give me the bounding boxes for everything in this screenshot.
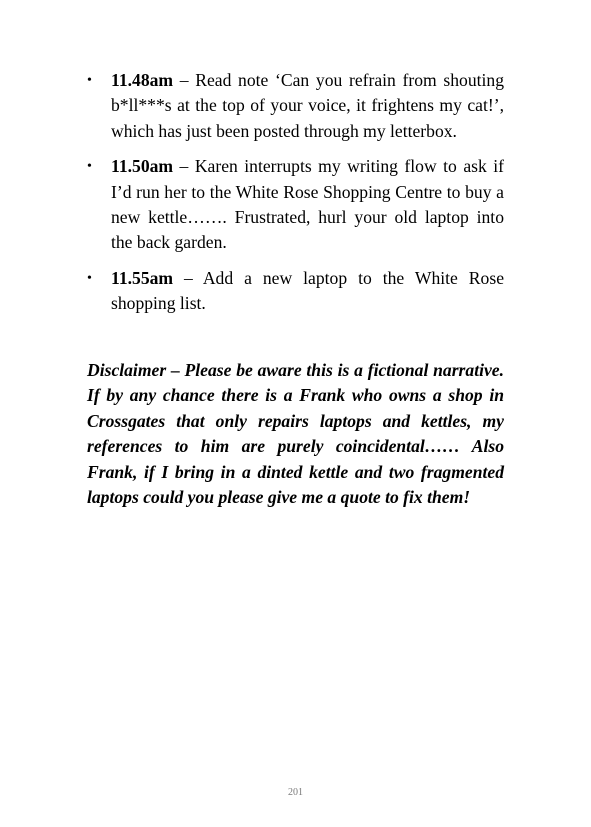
timeline-item [87,154,504,256]
disclaimer-paragraph: Disclaimer – Please be aware this is a fictional narrative. If by any chance there is a Frank who owns a shop in Crossgates that only repairs laptops and kettles, my references to him are purely coincidental…… Also Frank, if I bring in a dinted kettle and two fragmented laptops could you please give me a quote to fix them! [87,360,504,508]
timeline-list [87,68,504,327]
entry-text: – Karen interrupts my writing flow to ask if I’d run her to the White Rose Shopping Centre to buy a new kettle……. Frustrated, hurl your old laptop into the back garden. [111,156,504,253]
entry-time: 11.48am [111,70,174,90]
page-number: 201 [288,787,303,798]
timeline-item [87,266,504,317]
bullet-icon: • [87,73,92,88]
entry-time: 11.50am [111,156,174,177]
entry-time: 11.55am [111,267,174,288]
bullet-icon: • [87,159,92,175]
timeline-item [87,68,504,144]
entry-text: – Read note ‘Can you refrain from shouting b*ll***s at the top of your voice, it frightens my cat!’, which has just been posted through my letterbox. [111,70,504,141]
bullet-icon: • [87,270,92,286]
entry-text: – Add a new laptop to the White Rose shopping list. [111,267,504,314]
